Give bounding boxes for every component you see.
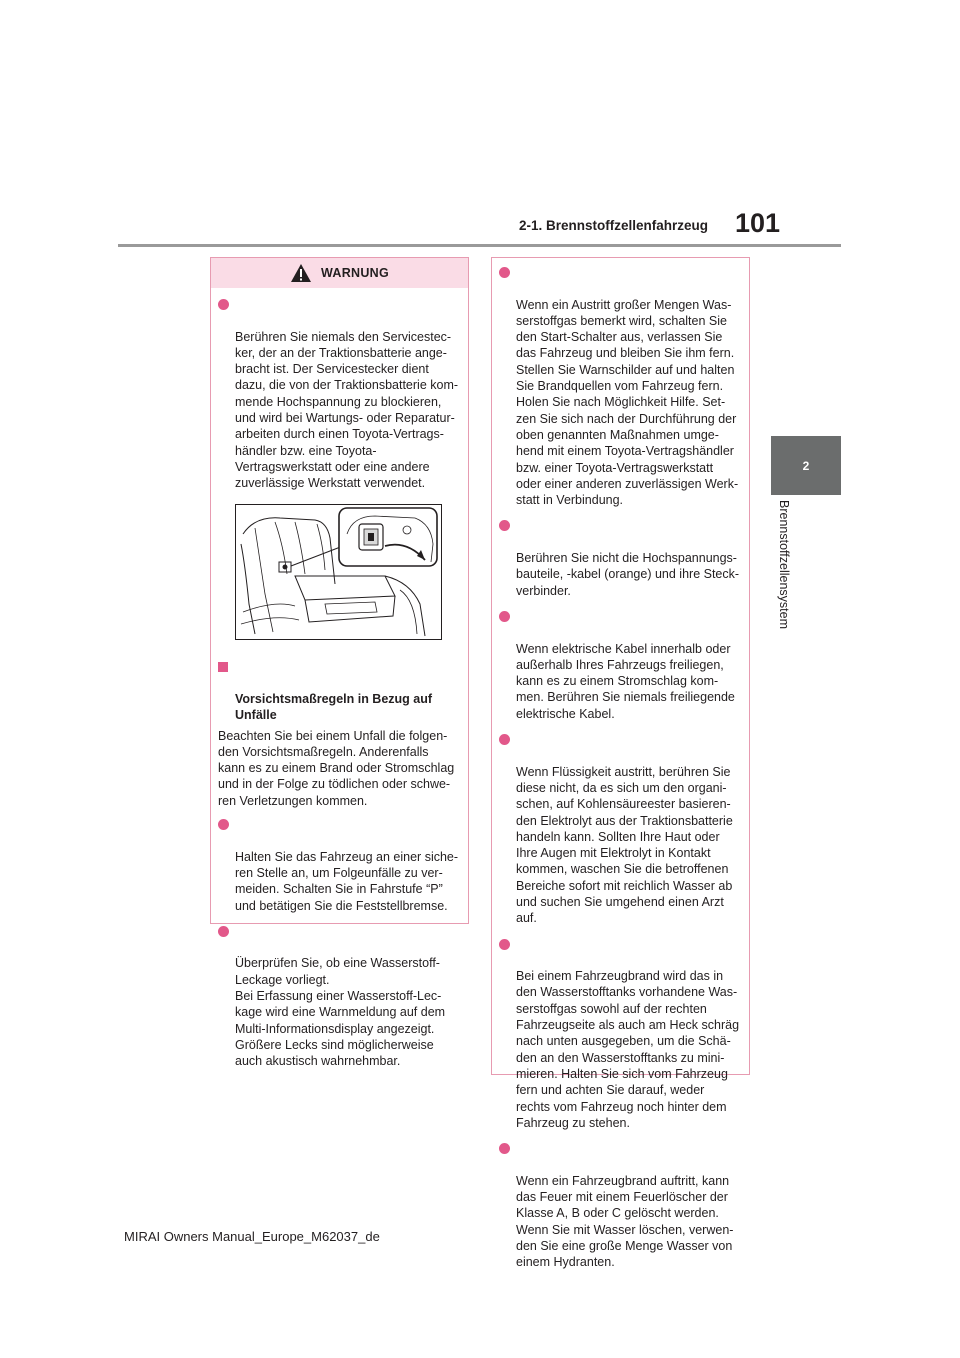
list-item <box>499 264 743 508</box>
bullet-text: Berühren Sie niemals den Servicestec- ker, der an der Traktionsbatterie ange- bracht ist. Der Servicestecker dient dazu, die von der Traktionsbatterie kom- mende Hochspannung zu blockieren, und wird bei Wartungs- oder Reparatur- arbeiten durch einen Toyota-Vertrags- händler bzw. eine Toyota- Vertragswerkstatt oder eine andere zuverlässige Werkstatt verwendet. <box>235 329 459 491</box>
list-item <box>499 608 743 722</box>
chapter-label: Brennstoffzellensystem <box>777 500 791 629</box>
bullet-icon <box>218 819 229 830</box>
bullet-icon <box>499 267 510 278</box>
bullet-icon <box>499 734 510 745</box>
header-rule <box>118 244 841 247</box>
section-title: 2-1. Brennstoffzellenfahrzeug <box>519 218 709 233</box>
warning-box-left <box>210 257 469 1069</box>
chapter-number: 2 <box>802 458 810 473</box>
bullet-icon <box>499 611 510 622</box>
subheading-accident-precautions <box>218 659 462 723</box>
footer-document-id: MIRAI Owners Manual_Europe_M62037_de <box>124 1229 380 1244</box>
list-item <box>218 296 462 492</box>
square-bullet-icon <box>218 662 228 672</box>
bullet-text: Halten Sie das Fahrzeug an einer siche- ren Stelle an, um Folgeunfälle zu ver- meiden. Schalten Sie in Fahrstufe “P” und betätigen Sie die Feststellbremse. <box>235 849 459 913</box>
bullet-text: Wenn ein Fahrzeugbrand auftritt, kann das Feuer mit einem Feuerlöscher der Klasse A, B oder C gelöscht werden. Wenn Sie mit Wasser löschen, verwen- den Sie eine große Menge Wasser von einem Hydranten. <box>516 1173 734 1270</box>
subheading-text: Vorsichtsmaßregeln in Bezug auf Unfälle <box>235 691 433 722</box>
page-number: 101 <box>735 208 781 238</box>
chapter-tab[interactable] <box>771 436 841 495</box>
list-item <box>218 816 462 914</box>
bullet-icon <box>499 520 510 531</box>
list-item <box>499 1140 743 1270</box>
bullet-text: Wenn elektrische Kabel innerhalb oder außerhalb Ihres Fahrzeugs freiliegen, kann es zu einem Stromschlag kom- men. Berühren Sie niemals freiliegende elektrische Kabel. <box>516 641 735 721</box>
bullet-text: Wenn ein Austritt großer Mengen Was- serstoffgas bemerkt wird, schalten Sie den Start-Schalter aus, verlassen Sie das Fahrzeug und bleiben Sie ihm fern. Stellen Sie Warnschilder auf und halten Sie Brandquellen vom Fahrzeug fern. Holen Sie nach Möglichkeit Hilfe. Set- zen Sie sich nach der Durchführung der oben genannten Maßnahmen umge- hend mit einem Toyota-Vertragshändler bzw. einer Toyota-Vertragswerkstatt oder einer anderen zuverlässigen Werk- statt in Verbindung. <box>516 297 739 508</box>
bullet-icon <box>499 1143 510 1154</box>
service-plug-illustration <box>235 504 442 640</box>
list-item <box>499 731 743 927</box>
list-item <box>499 517 743 598</box>
warning-triangle-icon <box>290 263 312 283</box>
body-paragraph: Beachten Sie bei einem Unfall die folgen- den Vorsichtsmaßregeln. Anderenfalls kann es zu einem Brand oder Stromschlag und in der Folge zu tödlichen oder schwe- ren Verletzungen kommen. <box>218 728 455 808</box>
warning-header <box>211 258 468 288</box>
list-item <box>218 923 462 1070</box>
bullet-icon <box>218 926 229 937</box>
bullet-text: Wenn Flüssigkeit austritt, berühren Sie diese nicht, da es sich um den organi- schen, auf Kohlensäureester basieren- den Elektrolyt aus der Traktionsbatterie handeln kann. Sollten Ihre Haut oder Ihre Augen mit Elektrolyt in Kontakt kommen, waschen Sie die betroffenen Bereiche sofort mit reichlich Wasser ab und suchen Sie umgehend einen Arzt auf. <box>516 764 733 926</box>
bullet-icon <box>499 939 510 950</box>
list-item <box>499 936 743 1132</box>
warning-title: WARNUNG <box>320 266 390 280</box>
warning-box-right <box>491 257 750 1270</box>
bullet-text: Berühren Sie nicht die Hochspannungs- bauteile, -kabel (orange) und ihre Steck- verbinder. <box>516 551 740 598</box>
bullet-icon <box>218 299 229 310</box>
bullet-text: Bei einem Fahrzeugbrand wird das in den Wasserstofftanks vorhandene Was- serstoffgas sowohl auf der rechten Fahrzeugseite als auch am Heck schräg nach unten ausgegeben, um die Schä- den an den Wasserstofftanks zu mini- mieren. Halten Sie sich vom Fahrzeug fern und achten Sie darauf, weder rechts vom Fahrzeug noch hinter dem Fahrzeug zu stehen. <box>516 969 740 1130</box>
bullet-text: Überprüfen Sie, ob eine Wasserstoff- Leckage vorliegt. Bei Erfassung einer Wasserstoff-Lec- kage wird eine Warnmeldung auf dem Multi-Informationsdisplay angezeigt. Größere Lecks sind möglicherweise auch akustisch wahrnehmbar. <box>235 956 446 1069</box>
